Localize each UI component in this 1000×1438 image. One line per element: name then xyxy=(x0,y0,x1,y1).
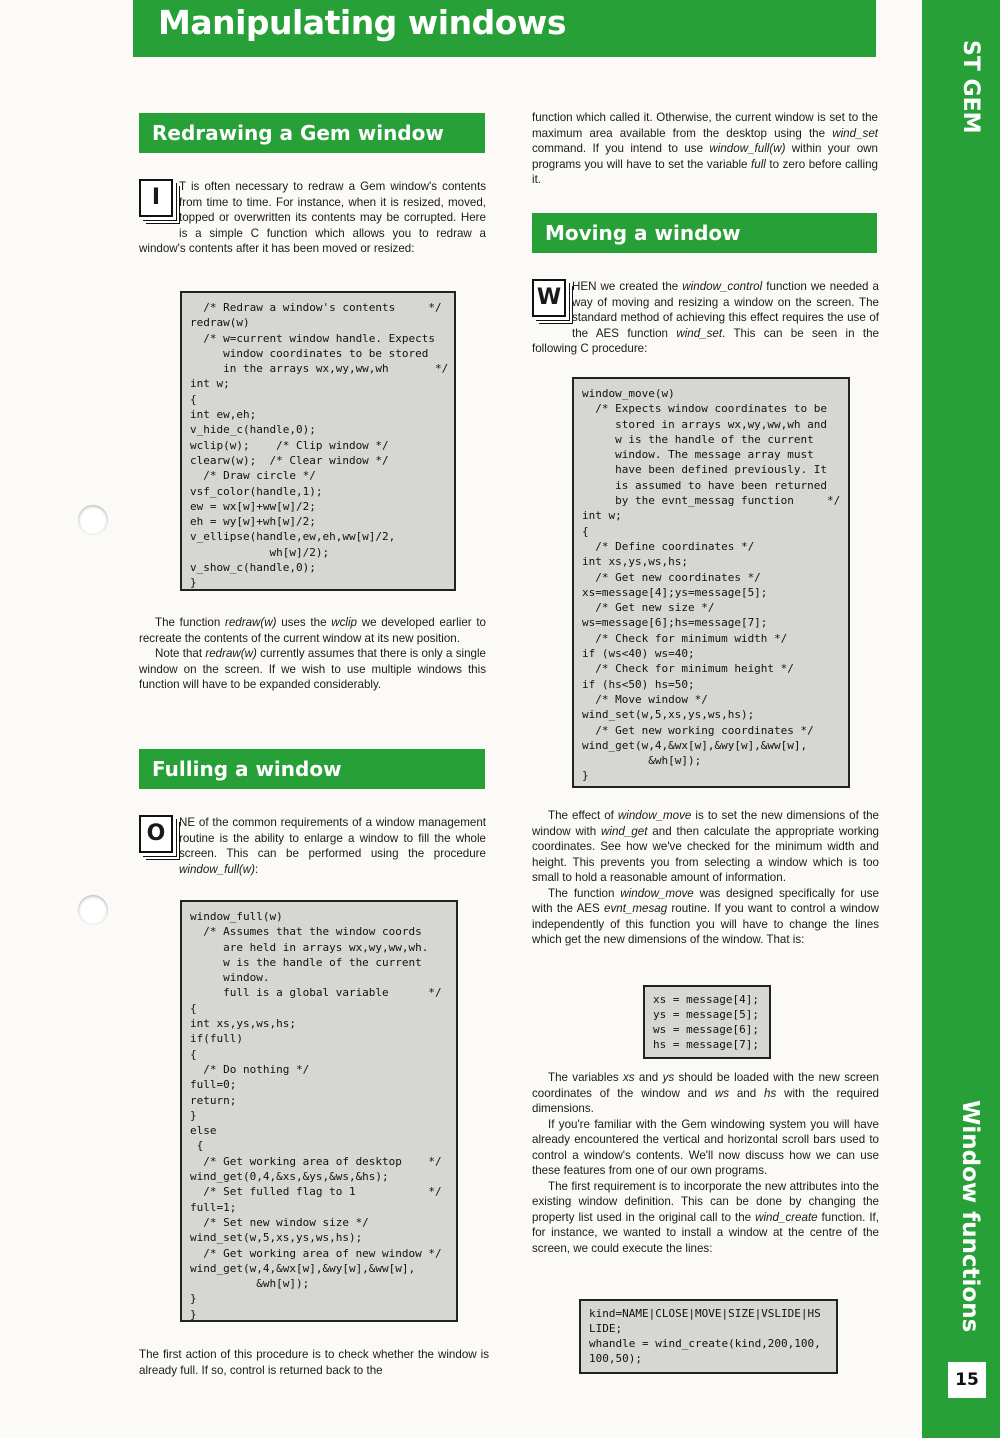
move-more: The variables xs and ys should be loaded with the new screen coordinates of the window and ws and hs with the required dimensions. If you're familiar with the Gem windowing system you will have already encountered the vertical and horizontal scroll bars used to control a window's contents. We'll now discuss how we can use these features from one of our own programs. The first requirement is to incorporate the new attributes into the existing window definition. This can be done by changing the property list used in the original call to the wind_create function. If, for instance, we wanted to install a window at the centre of the screen, we could execute the lines: xyxy=(532,1071,880,1255)
code-redraw: /* Redraw a window's contents */ redraw(w) /* w=current window handle. Expects window coordinates to be stored in the arrays wx,wy,ww,wh */ int w; { int ew,eh; v_hide_c(handle,0); wclip(w); /* Clip window */ clearw(w); /* Clear window */ /* Draw circle */ vsf_color(handle,1); ew = wx[w]+ww[w]/2; eh = wy[w]+wh[w]/2; v_ellipse(handle,ew,eh,ww[w]/2, wh[w]/2); v_show_c(handle,0); } xyxy=(180,291,456,591)
heading-redraw: Redrawing a Gem window xyxy=(139,113,485,153)
code-window-full: window_full(w) /* Assumes that the window coords are held in arrays wx,wy,ww,wh. w is the handle of the current window. full is a global variable */ { int xs,ys,ws,hs; if(full) { /* Do nothing */ full=0; return; } else { /* Get working area of desktop */ wind_get(0,4,&xs,&ys,&ws,&hs); /* Set fulled flag to 1 */ full=1; /* Set new window size */ wind_set(w,5,xs,ys,ws,hs); /* Get working area of new window */ wind_get(w,4,&wx[w],&wy[w],&ww[w], &wh[w]); } } xyxy=(180,900,458,1322)
redraw-after: The function redraw(w) uses the wclip we developed earlier to recreate the contents of the current window at its new position. Note that redraw(w) currently assumes that there is only a single window on the screen. If we wish to use multiple windows this function will have to be expanded considerably. xyxy=(139,616,486,691)
binder-hole-upper xyxy=(78,505,108,535)
side-label-bottom: Window functions xyxy=(957,1100,983,1333)
full-intro: O NE of the common requirements of a window management routine is the ability to enlarge a window to fill the whole screen. This can be performed using the procedure window_full(w): xyxy=(139,815,486,877)
redraw-intro: I T is often necessary to redraw a Gem window's contents from time to time. For instance, when it is resized, moved, topped or overwritten its contents may be corrupted. Here is a simple C function which allows you to redraw a window's contents after it has been moved or resized: xyxy=(139,180,486,255)
binder-hole-lower xyxy=(78,895,108,925)
drop-cap-o: O xyxy=(139,815,175,861)
page-title: Manipulating windows xyxy=(158,3,567,42)
move-intro: W HEN we created the window_control function we needed a way of moving and resizing a window on the screen. The standard method of achieving this effect requires the use of the AES function wind_set. This can be seen in the following C procedure: xyxy=(532,280,879,355)
page-number: 15 xyxy=(948,1362,986,1398)
code-wind-create: kind=NAME|CLOSE|MOVE|SIZE|VSLIDE|HS LIDE; whandle = wind_create(kind,200,100, 100,50); xyxy=(579,1299,838,1374)
move-after: The effect of window_move is to set the new dimensions of the window with wind_get and then calculate the appropriate working coordinates. See how we've checked for the minimum width and height. This prevents you from selecting a window which is too small to hold a reasonable amount of information. The function window_move was designed specifically for use with the AES evnt_mesag routine. If you want to control a window independently of this function you will have to change the lines which get the new dimensions of the window. That is: xyxy=(532,809,879,946)
heading-fulling: Fulling a window xyxy=(139,749,485,789)
drop-cap-i: I xyxy=(139,179,175,225)
code-message-lines: xs = message[4]; ys = message[5]; ws = message[6]; hs = message[7]; xyxy=(643,985,771,1059)
code-window-move: window_move(w) /* Expects window coordinates to be stored in arrays wx,wy,ww,wh and w is the handle of the current window. The message array must have been defined previously. It is assumed to have been returned by the evnt_messag function */ int w; { /* Define coordinates */ int xs,ys,ws,hs; /* Get new coordinates */ xs=message[4];ys=message[5]; /* Get new size */ ws=message[6];hs=message[7]; /* Check for minimum width */ if (ws<40) ws=40; /* Check for minimum height */ if (hs<50) hs=50; /* Move window */ wind_set(w,5,xs,ys,ws,hs); /* Get new working coordinates */ wind_get(w,4,&wx[w],&wy[w],&ww[w], &wh[w]); } xyxy=(572,377,850,788)
drop-cap-w: W xyxy=(532,279,568,325)
heading-moving: Moving a window xyxy=(532,213,877,253)
full-continued: function which called it. Otherwise, the current window is set to the maximum area available from the desktop using the wind_set command. If you intend to use window_full(w) within your own programs you will have to set the variable full to zero before calling it. xyxy=(532,111,878,186)
title-band xyxy=(133,0,876,57)
side-label-top: ST GEM xyxy=(958,40,983,134)
full-after: The first action of this procedure is to check whether the window is already full. If so, control is returned back to the xyxy=(139,1348,489,1377)
